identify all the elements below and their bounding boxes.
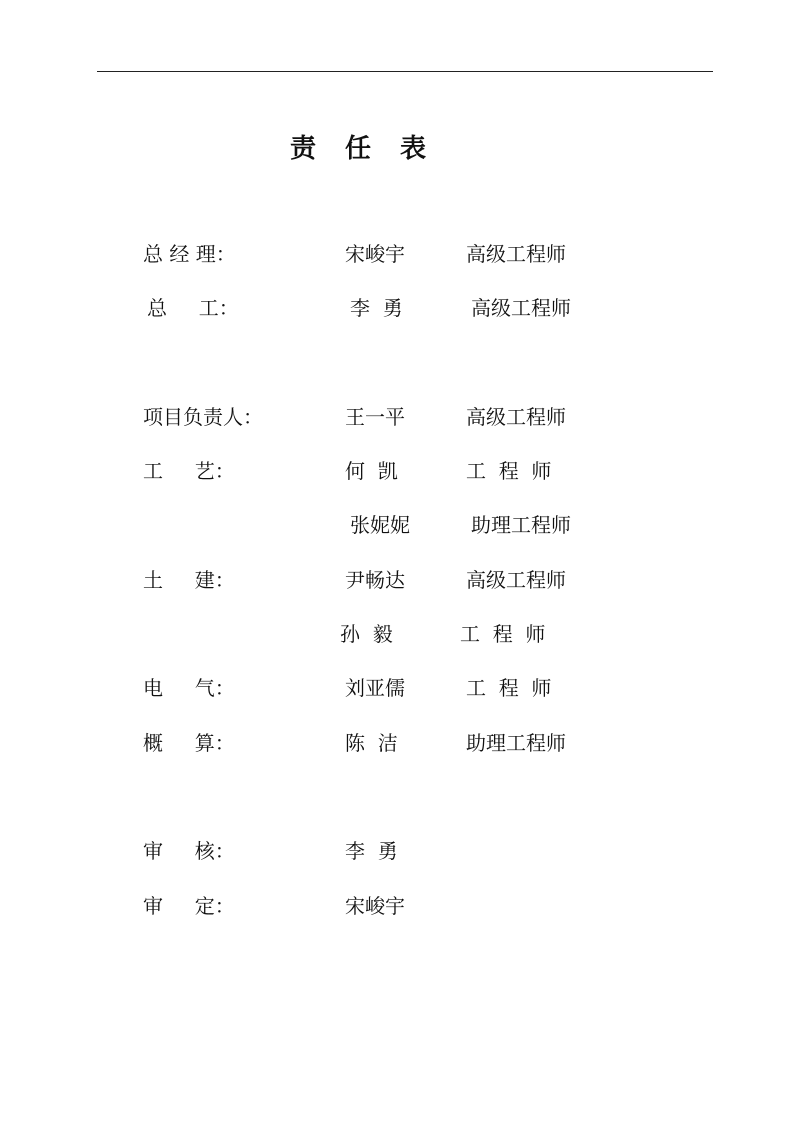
role-label: 总 工： — [147, 296, 239, 320]
document-title: 责 任 表 — [289, 134, 437, 164]
person-name: 王一平 — [345, 405, 405, 429]
professional-title: 助理工程师 — [471, 513, 571, 537]
professional-title: 高级工程师 — [471, 296, 571, 320]
role-label: 审 核： — [143, 839, 235, 863]
approval-row-review — [0, 833, 794, 869]
team-row-civil-2 — [0, 616, 794, 652]
professional-title: 工 程 师 — [460, 622, 546, 646]
team-row-civil — [0, 562, 794, 598]
professional-title: 高级工程师 — [466, 242, 566, 266]
person-name: 李 勇 — [350, 296, 403, 320]
person-name: 孙 毅 — [340, 622, 393, 646]
role-label: 项目负责人： — [143, 405, 263, 429]
professional-title: 高级工程师 — [466, 568, 566, 592]
role-label: 概 算： — [143, 731, 235, 755]
person-name: 陈 洁 — [345, 731, 398, 755]
team-row-budget — [0, 725, 794, 761]
role-label: 总 经 理： — [143, 242, 236, 266]
team-row-electrical — [0, 670, 794, 706]
role-label: 审 定： — [143, 894, 235, 918]
management-row-chief-engineer — [0, 290, 794, 326]
approval-row-approve — [0, 888, 794, 924]
person-name: 宋峻宇 — [345, 894, 405, 918]
header-rule — [97, 71, 713, 72]
person-name: 刘亚儒 — [345, 676, 405, 700]
role-label: 土 建： — [143, 568, 235, 592]
management-row-general-manager — [0, 236, 794, 272]
person-name: 尹畅达 — [345, 568, 405, 592]
person-name: 宋峻宇 — [345, 242, 405, 266]
professional-title: 高级工程师 — [466, 405, 566, 429]
professional-title: 助理工程师 — [466, 731, 566, 755]
role-label: 电 气： — [143, 676, 235, 700]
professional-title: 工 程 师 — [466, 459, 552, 483]
person-name: 何 凯 — [345, 459, 398, 483]
team-row-process — [0, 453, 794, 489]
team-row-process-2 — [0, 507, 794, 543]
team-row-project-lead — [0, 399, 794, 435]
person-name: 李 勇 — [345, 839, 398, 863]
role-label: 工 艺： — [143, 459, 235, 483]
professional-title: 工 程 师 — [466, 676, 552, 700]
person-name: 张妮妮 — [350, 513, 410, 537]
